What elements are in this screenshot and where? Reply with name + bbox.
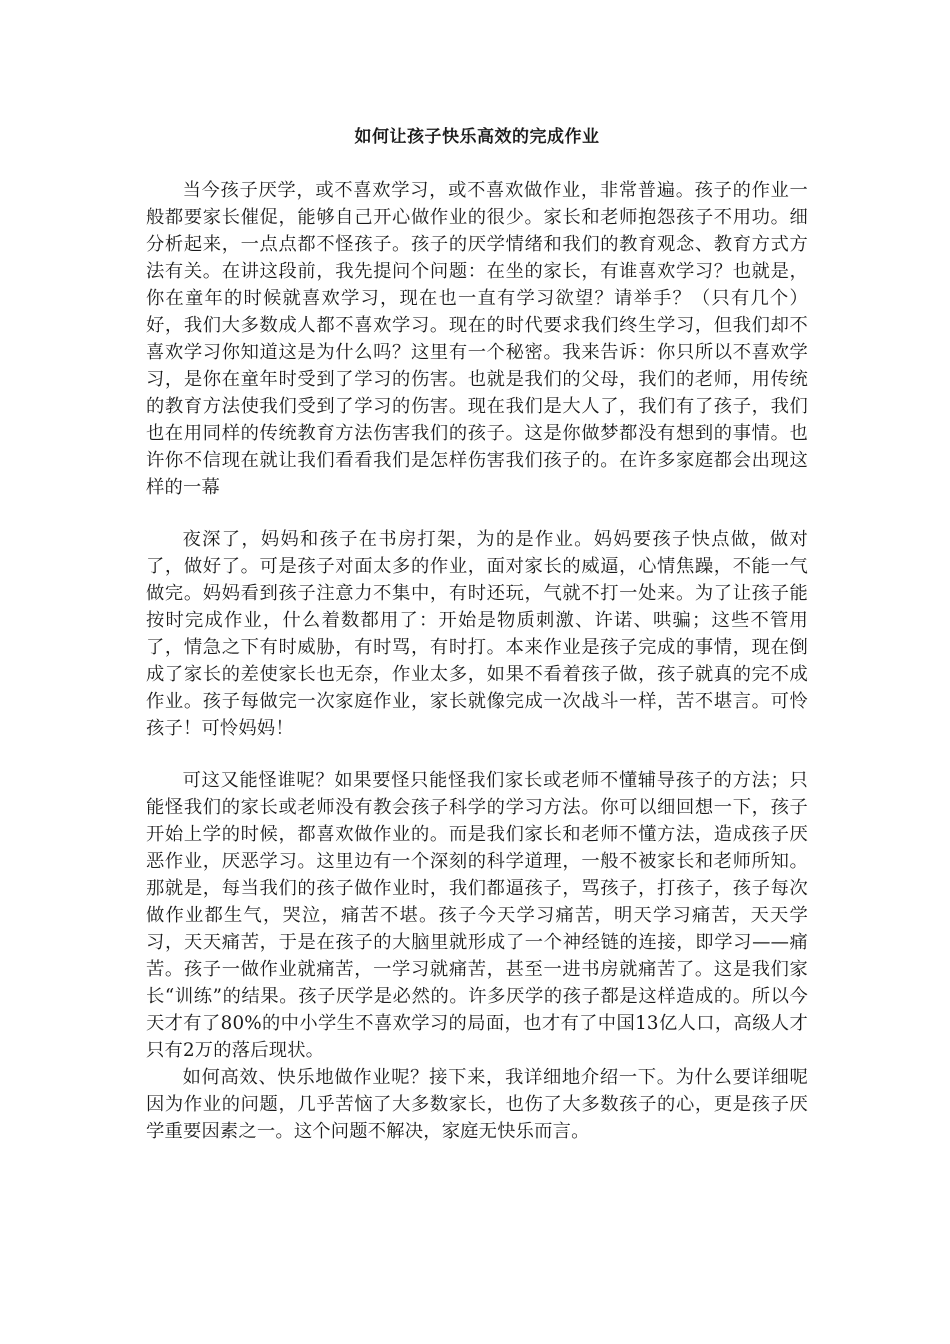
paragraph-1: 当今孩子厌学，或不喜欢学习，或不喜欢做作业，非常普遍。孩子的作业一般都要家长催促，能够自己开心做作业的很少。家长和老师抱怨孩子不用功。细分析起来，一点点都不怪孩子。孩子的厌学情绪和我们的教育观念、教育方式方法有关。在讲这段前，我先提问个问题：在坐的家长，有谁喜欢学习？也就是，你在童年的时候就喜欢学习，现在也一直有学习欲望？请举手？（只有几个）好，我们大多数成人都不喜欢学习。现在的时代要求我们终生学习，但我们却不喜欢学习你知道这是为什么吗？这里有一个秘密。我来告诉：你只所以不喜欢学习，是你在童年时受到了学习的伤害。也就是我们的父母，我们的老师，用传统的教育方法使我们受到了学习的伤害。现在我们是大人了，我们有了孩子，我们也在用同样的传统教育方法伤害我们的孩子。这是你做梦都没有想到的事情。也许你不信现在就让我们看看我们是怎样伤害我们孩子的。在许多家庭都会出现这样的一幕 bbox=[146, 180, 808, 498]
document-page bbox=[146, 126, 808, 1145]
paragraph-3: 可这又能怪谁呢？如果要怪只能怪我们家长或老师不懂辅导孩子的方法；只能怪我们的家长或老师没有教会孩子科学的学习方法。你可以细回想一下，孩子开始上学的时候，都喜欢做作业的。而是我们家长和老师不懂方法，造成孩子厌恶作业，厌恶学习。这里边有一个深刻的科学道理，一般不被家长和老师所知。那就是，每当我们的孩子做作业时，我们都逼孩子，骂孩子，打孩子，孩子每次做作业都生气，哭泣，痛苦不堪。孩子今天学习痛苦，明天学习痛苦，天天学习，天天痛苦，于是在孩子的大脑里就形成了一个神经链的连接，即学习——痛苦。孩子一做作业就痛苦，一学习就痛苦，甚至一进书房就痛苦了。这是我们家长“训练”的结果。孩子厌学是必然的。许多厌学的孩子都是这样造成的。所以今天才有了80%的中小学生不喜欢学习的局面，也才有了中国13亿人口，高级人才只有2万的落后现状。 bbox=[146, 770, 808, 1061]
paragraph-4: 如何高效、快乐地做作业呢？接下来，我详细地介绍一下。为什么要详细呢因为作业的问题，几乎苦恼了大多数家长，也伤了大多数孩子的心，更是孩子厌学重要因素之一。这个问题不解决，家庭无快乐而言。 bbox=[146, 1067, 808, 1142]
paragraph-2: 夜深了，妈妈和孩子在书房打架，为的是作业。妈妈要孩子快点做，做对了，做好了。可是孩子对面太多的作业，面对家长的威逼，心情焦躁，不能一气做完。妈妈看到孩子注意力不集中，有时还玩，气就不打一处来。为了让孩子能按时完成作业，什么着数都用了：开始是物质刺激、许诺、哄骗；这些不管用了，情急之下有时威胁，有时骂，有时打。本来作业是孩子完成的事情，现在倒成了家长的差使家长也无奈，作业太多，如果不看着孩子做，孩子就真的完不成作业。孩子每做完一次家庭作业，家长就像完成一次战斗一样，苦不堪言。可怜孩子！可怜妈妈！ bbox=[146, 529, 808, 739]
document-title: 如何让孩子快乐高效的完成作业 bbox=[354, 127, 600, 147]
